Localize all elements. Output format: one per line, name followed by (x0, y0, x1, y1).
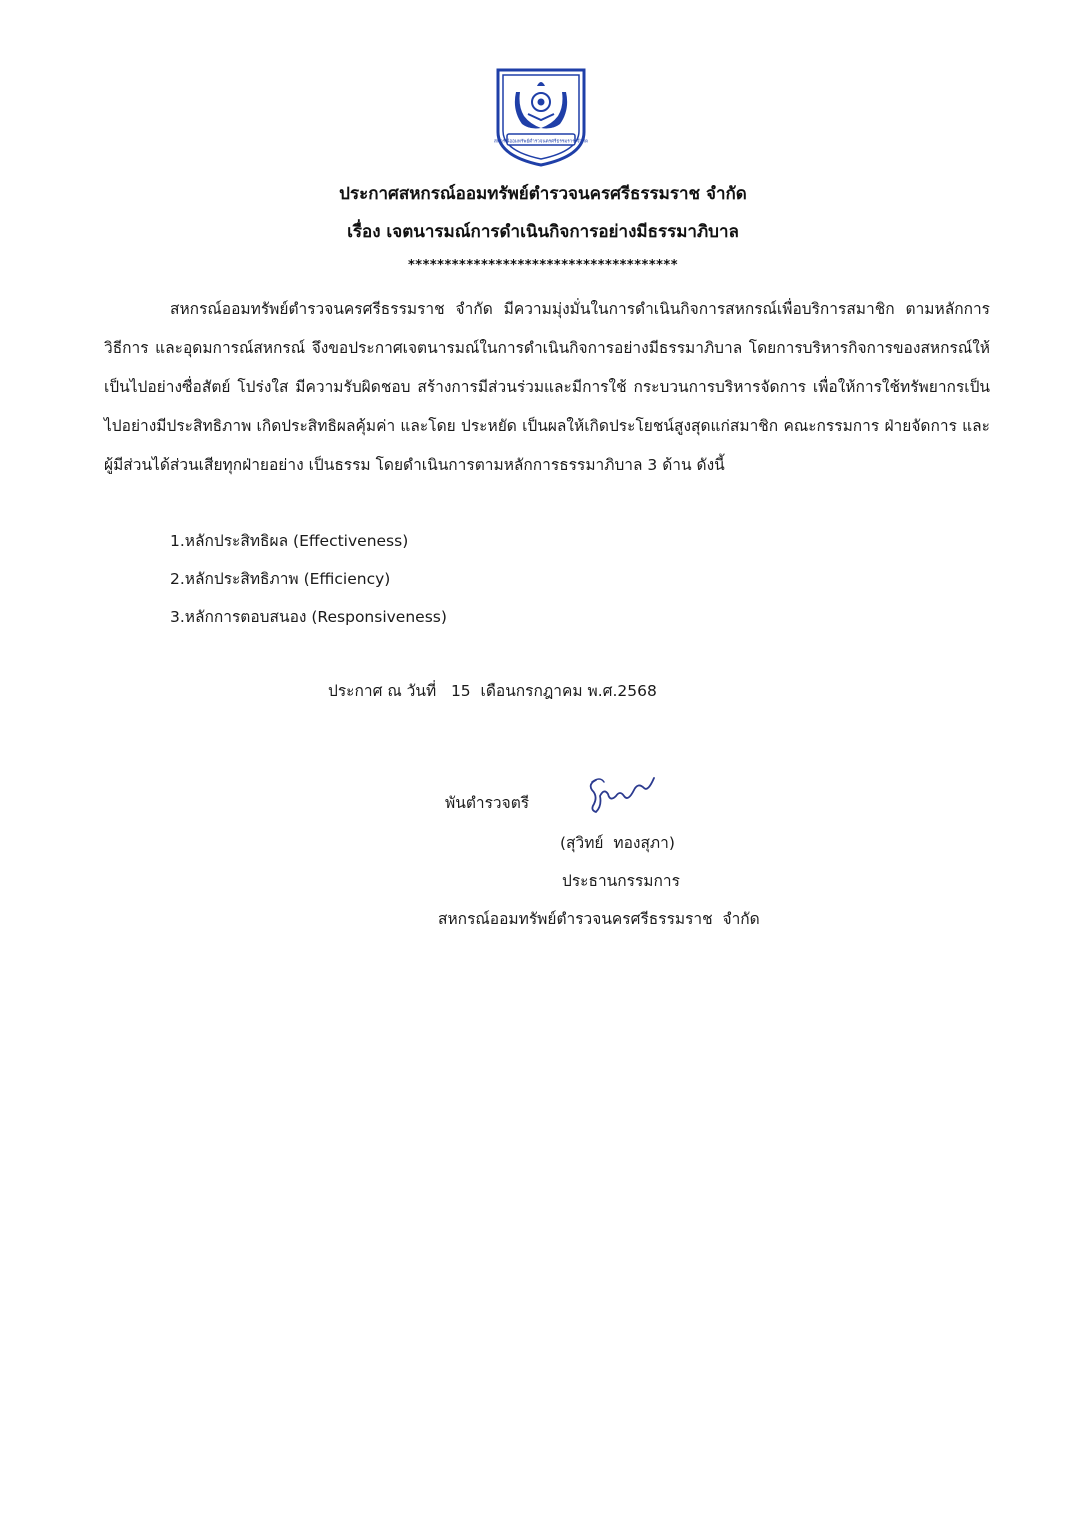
list-item: 2.หลักประสิทธิภาพ (Efficiency) (170, 570, 391, 588)
signer-name: (สุวิทย์ ทองสุภา) (560, 834, 675, 852)
announcement-subject: เรื่อง เจตนารมณ์การดำเนินกิจการอย่างมีธรรมาภิบาล (347, 222, 739, 242)
body-paragraph: สหกรณ์ออมทรัพย์ตำรวจนครศรีธรรมราช จำกัด มีความมุ่งมั่นในการดำเนินกิจการสหกรณ์เพื่อบริการสมาชิก ตามหลักการ วิธีการ และอุดมการณ์สหกรณ์ จึงขอประกาศเจตนารมณ์ในการดำเนินกิจการอย่างมีธรรมาภิบาล โดยการบริหารกิจการของสหกรณ์ให้เป็นไปอย่างซื่อสัตย์ โปร่งใส มีความรับผิดชอบ สร้างการมีส่วนร่วมและมีการใช้ กระบวนการบริหารจัดการ เพื่อให้การใช้ทรัพยากรเป็นไปอย่างมีประสิทธิภาพ เกิดประสิทธิผลคุ้มค่า และโดย ประหยัด เป็นผลให้เกิดประโยชน์สูงสุดแก่สมาชิก คณะกรรมการ ฝ่ายจัดการ และผู้มีส่วนได้ส่วนเสียทุกฝ่ายอย่าง เป็นธรรม โดยดำเนินการตามหลักการธรรมาภิบาล 3 ด้าน ดังนี้ (104, 300, 990, 474)
list-item: 3.หลักการตอบสนอง (Responsiveness) (170, 608, 447, 626)
cooperative-seal-icon (490, 62, 592, 168)
seal-graphic (490, 62, 592, 168)
announcement-date: ประกาศ ณ วันที่ 15 เดือนกรกฎาคม พ.ศ.2568 (328, 682, 657, 700)
signature-icon (578, 772, 658, 818)
separator-line: ************************************* (407, 258, 679, 273)
principles-list (170, 522, 447, 636)
signer-rank: พันตำรวจตรี (445, 794, 530, 812)
seal-banner-text: สหกรณ์ออมทรัพย์ตำรวจนครศรีธรรมราช จำกัด (494, 139, 588, 145)
signature-scribble (578, 772, 658, 818)
signer-organization: สหกรณ์ออมทรัพย์ตำรวจนครศรีธรรมราช จำกัด (438, 910, 760, 928)
signer-position: ประธานกรรมการ (562, 872, 680, 890)
announcement-title: ประกาศสหกรณ์ออมทรัพย์ตำรวจนครศรีธรรมราช จำกัด (339, 184, 747, 204)
list-item: 1.หลักประสิทธิผล (Effectiveness) (170, 532, 409, 550)
